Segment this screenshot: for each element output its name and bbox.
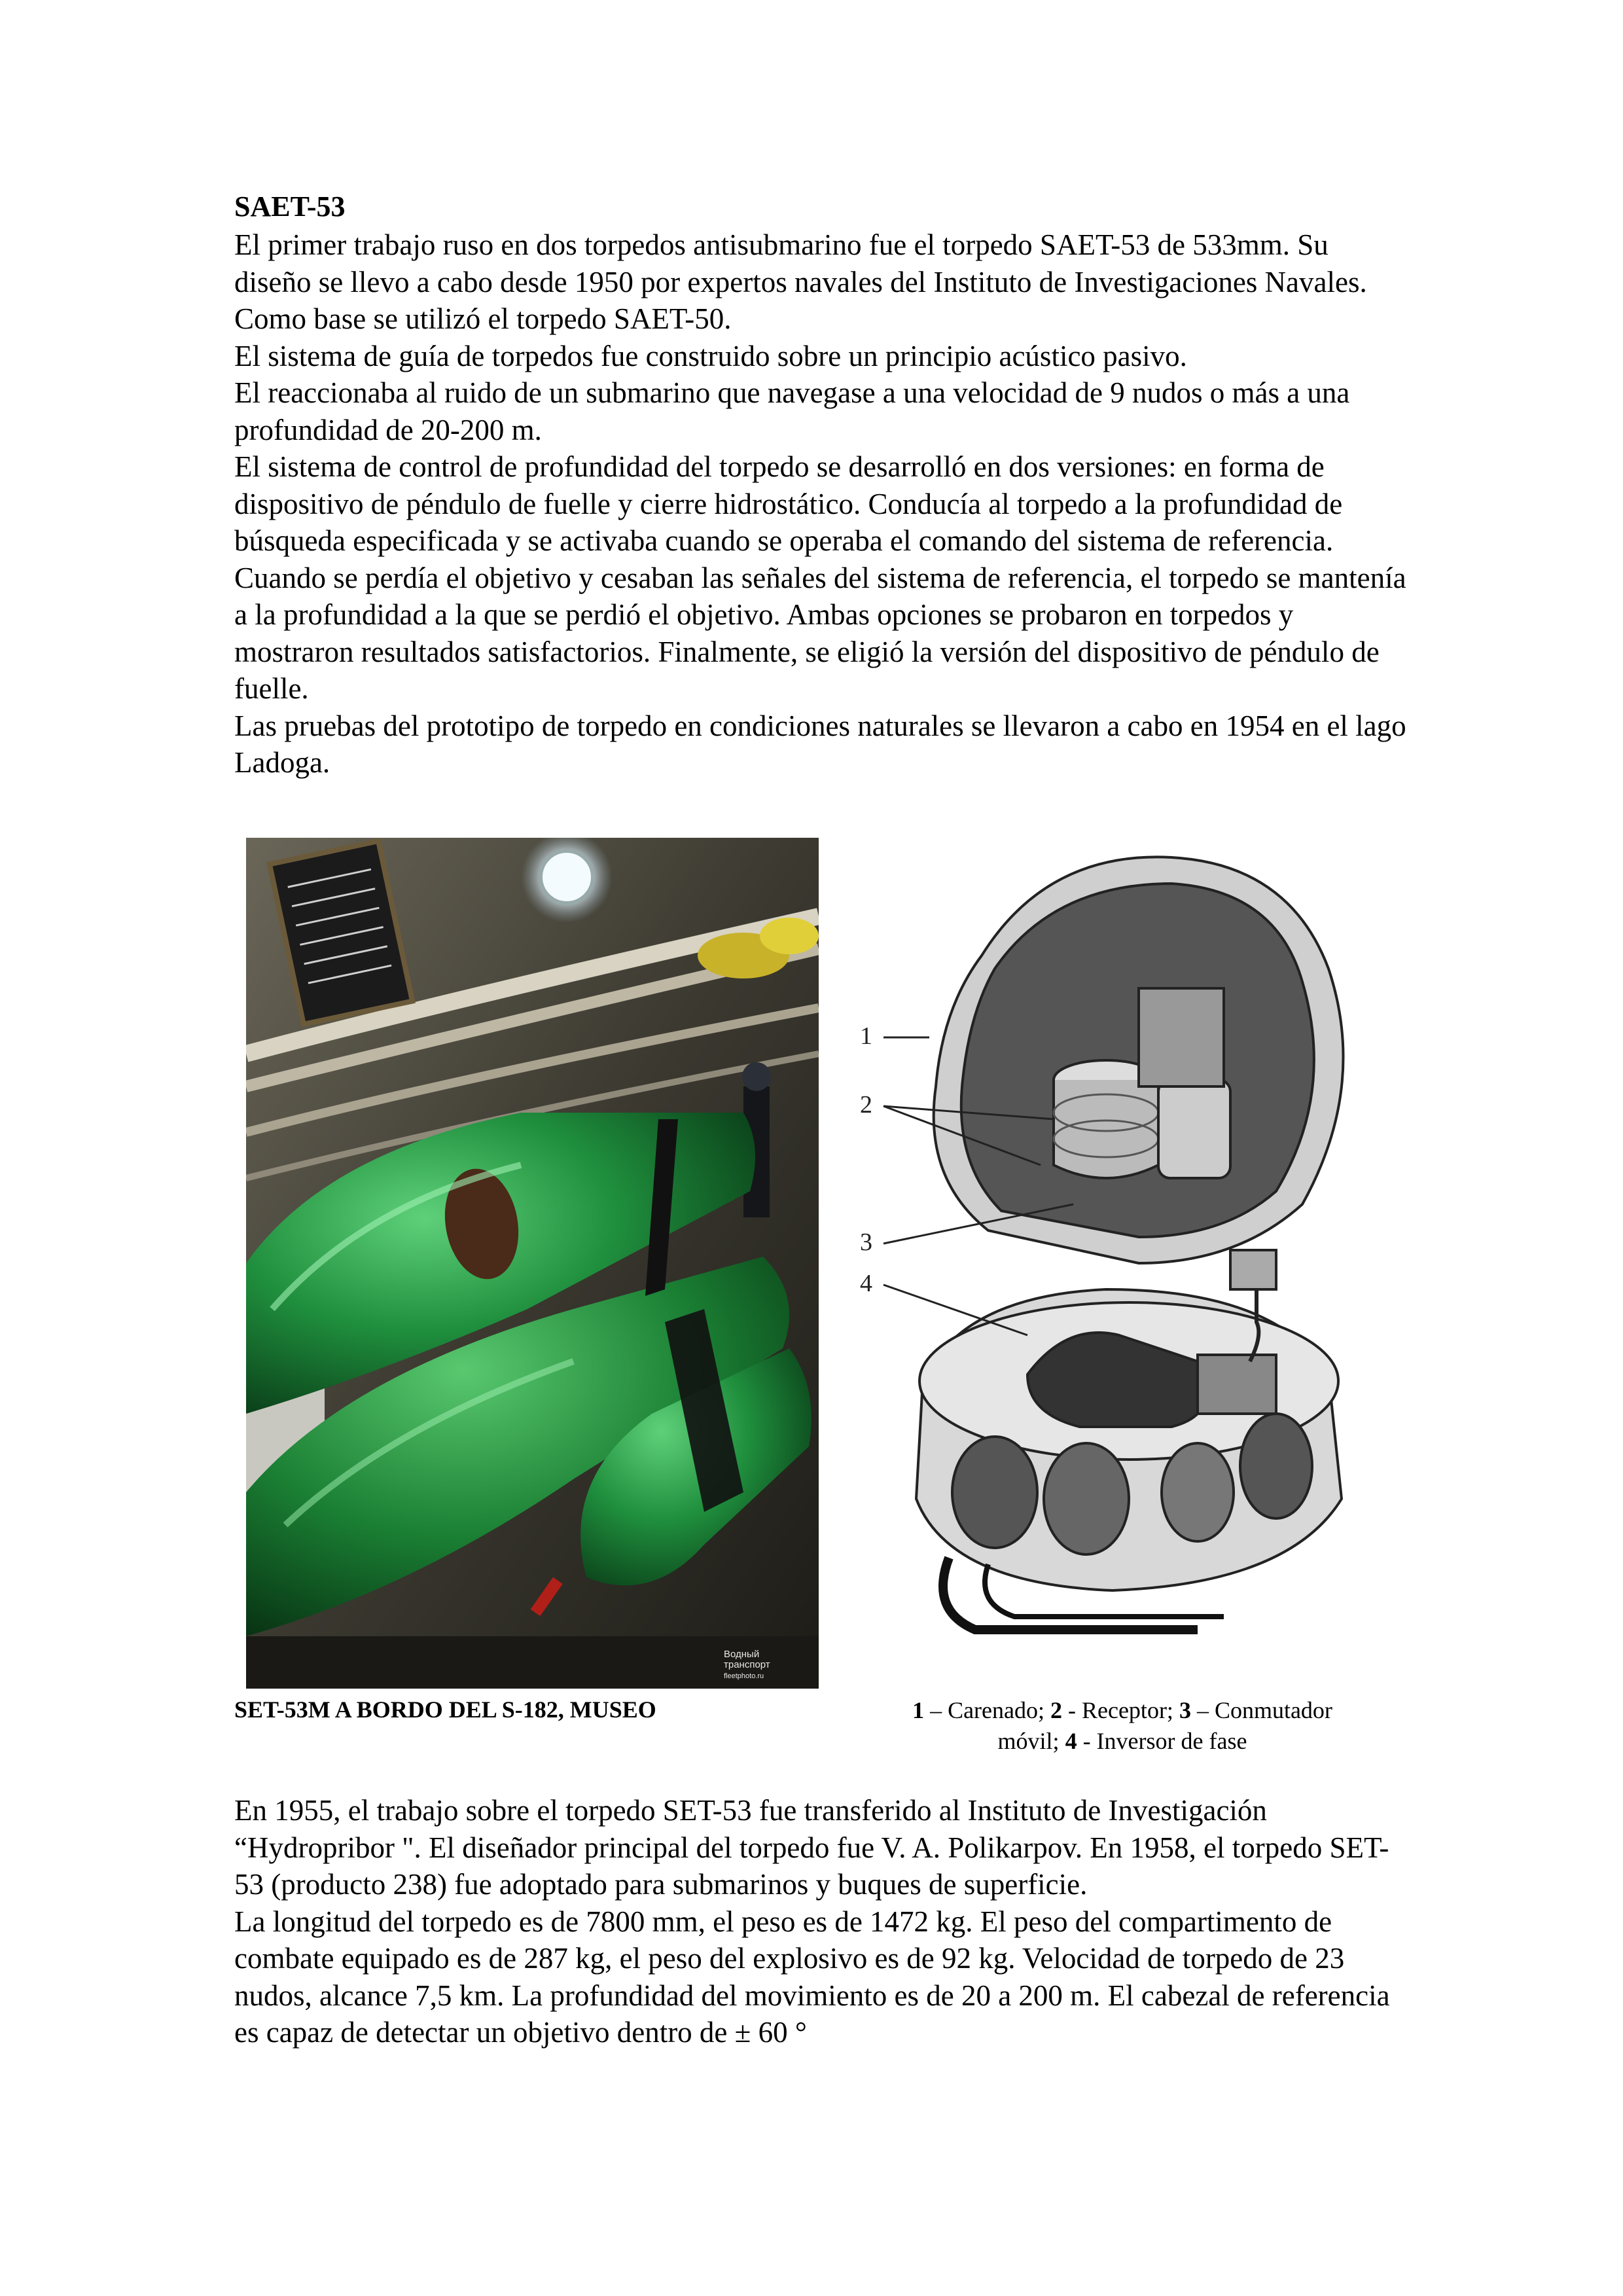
watermark-line3: fleetphoto.ru [724, 1672, 764, 1680]
page-title: SAET-53 [234, 190, 346, 223]
photo-caption: SET-53M A BORDO DEL S-182, MUSEO [234, 1696, 656, 1723]
diagram-caption [851, 1695, 1394, 1757]
callout-4: 4 [860, 1270, 872, 1297]
watermark-line2: транспорт [724, 1659, 770, 1670]
paragraph: El sistema de guía de torpedos fue construido sobre un principio acústico pasivo. [234, 339, 1187, 372]
paragraph: La longitud del torpedo es de 7800 mm, el peso es de 1472 kg. El peso del compartimento de combate equipado es de 287 kg, el peso del explosivo es de 92 kg. Velocidad de torpedo de 23 nudos, alcance 7,5 km. La profundidad del movimiento es de 20 a 200 m. El cabezal de referencia es capaz de detectar un objetivo dentro de ± 60 ° [234, 1905, 1390, 2049]
callout-3: 3 [860, 1229, 872, 1256]
caption-number: 1 [912, 1697, 925, 1723]
caption-number: 4 [1065, 1728, 1077, 1754]
torpedo-photo [246, 838, 819, 1689]
caption-text: - Inversor de fase [1077, 1728, 1247, 1754]
caption-number: 2 [1050, 1697, 1062, 1723]
paragraph: El reaccionaba al ruido de un submarino que navegase a una velocidad de 9 nudos o más a una profundidad de 20-200 m. [234, 376, 1350, 446]
paragraph: El sistema de control de profundidad del torpedo se desarrolló en dos versiones: en forma de dispositivo de péndulo de fuelle y cierre hidrostático. Conducía al torpedo a la profundidad de búsqueda especificada y se activaba cuando se operaba el comando del sistema de referencia. Cuando se perdía el objetivo y cesaban las señales del sistema de referencia, el torpedo se mantenía a la profundidad a la que se perdió el objetivo. Ambas opciones se probaron en torpedos y mostraron resultados satisfactorios. Finalmente, se eligió la versión del dispositivo de péndulo de fuelle. [234, 450, 1406, 705]
caption-text: - Receptor; [1062, 1697, 1179, 1723]
paragraph: En 1955, el trabajo sobre el torpedo SET-53 fue transferido al Instituto de Investigación “Hydropribor ". El diseñador principal del torpedo fue V. A. Polikarpov. En 1958, el torpedo SET-53 (producto 238) fue adoptado para submarinos y buques de superficie. [234, 1794, 1389, 1901]
paragraph: Las pruebas del prototipo de torpedo en condiciones naturales se llevaron a cabo en 1954 en el lago Ladoga. [234, 709, 1406, 779]
caption-text: – Carenado; [924, 1697, 1050, 1723]
callout-2: 2 [860, 1091, 872, 1119]
caption-text: – Conmutador [1190, 1697, 1332, 1723]
homing-head-diagram [831, 838, 1394, 1695]
caption-number: 3 [1179, 1697, 1191, 1723]
specs-text [234, 1792, 1412, 2051]
watermark-line1: Водный [724, 1649, 760, 1660]
caption-text: móvil; [997, 1728, 1065, 1754]
paragraph: El primer trabajo ruso en dos torpedos antisubmarino fue el torpedo SAET-53 de 533mm. Su diseño se llevo a cabo desde 1950 por expertos navales del Instituto de Investigaciones Navales. Como base se utilizó el torpedo SAET-50. [234, 228, 1367, 335]
callout-1: 1 [860, 1022, 872, 1050]
intro-text [234, 226, 1412, 781]
